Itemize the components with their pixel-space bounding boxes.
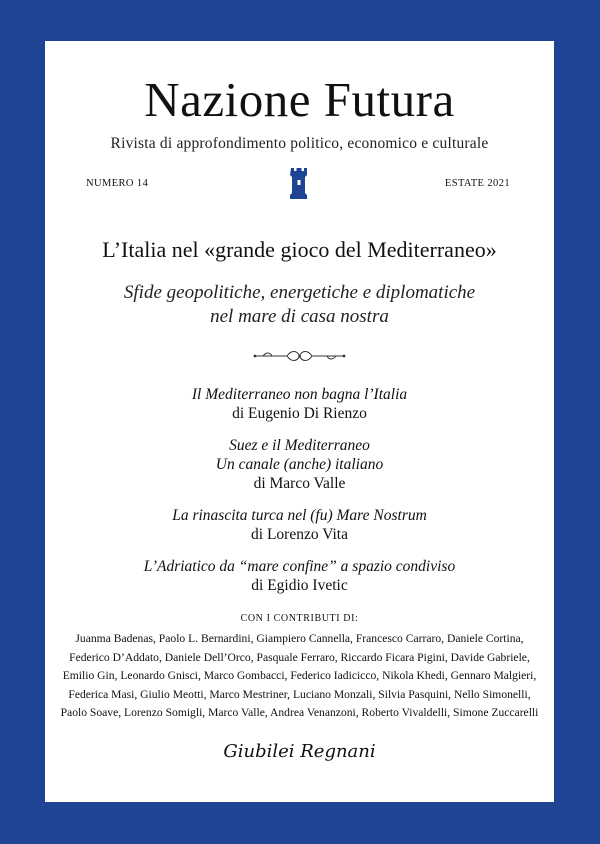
deck-line: nel mare di casa nostra — [210, 306, 389, 327]
cover-headline: L’Italia nel «grande gioco del Mediterraneo» — [102, 237, 497, 262]
contributors-line: Juanma Badenas, Paolo L. Bernardini, Giampiero Cannella, Francesco Carraro, Daniele Cortina, — [75, 632, 524, 645]
article-title: La rinascita turca nel (fu) Mare Nostrum — [172, 507, 427, 524]
article-item — [45, 557, 554, 595]
contributors-heading: CON I CONTRIBUTI DI: — [240, 613, 359, 624]
article-author: di Marco Valle — [253, 475, 346, 492]
article-title: L’Adriatico da “mare confine” a spazio condiviso — [143, 558, 456, 575]
contributors-line: Federico D’Addato, Daniele Dell’Orco, Pasquale Ferraro, Riccardo Ficara Pigini, Davide Gabriele, — [69, 650, 530, 664]
issue-season: ESTATE 2021 — [444, 178, 510, 189]
contributors-line: Emilio Gin, Leonardo Gnisci, Marco Gombacci, Federico Iadicicco, Nikola Khedi, Gennaro Malgieri, — [62, 669, 537, 683]
deck-line: Sfide geopolitiche, energetiche e diplomatiche — [123, 282, 476, 303]
article-author: di Egidio Ivetic — [251, 577, 348, 594]
article-author: di Lorenzo Vita — [251, 526, 348, 543]
article-title: Il Mediterraneo non bagna l’Italia — [191, 386, 408, 403]
article-item — [45, 506, 554, 544]
magazine-title: Nazione Futura — [144, 72, 455, 127]
article-author: di Eugenio Di Rienzo — [232, 405, 367, 422]
article-item — [45, 436, 554, 493]
article-list — [45, 385, 554, 608]
article-title: Un canale (anche) italiano — [215, 456, 384, 473]
tower-icon — [290, 167, 308, 199]
contributors-line: Paolo Soave, Lorenzo Somigli, Marco Valle, Andrea Venanzoni, Roberto Vivaldelli, Simone Zuccarelli — [60, 706, 539, 720]
article-item — [45, 385, 554, 423]
publisher-logo: Giubilei Regnani — [223, 741, 376, 762]
cover-page — [45, 41, 554, 802]
article-title: Suez e il Mediterraneo — [229, 437, 370, 454]
contributors-line: Federica Masi, Giulio Meotti, Marco Mestriner, Luciano Monzali, Silvia Pasquini, Nello Simonelli, — [68, 687, 531, 701]
issue-number: NUMERO 14 — [86, 178, 149, 189]
cover-deck — [45, 281, 554, 329]
contributors-list — [55, 630, 544, 723]
ornament-divider — [253, 349, 346, 363]
magazine-subtitle: Rivista di approfondimento politico, economico e culturale — [110, 135, 489, 152]
